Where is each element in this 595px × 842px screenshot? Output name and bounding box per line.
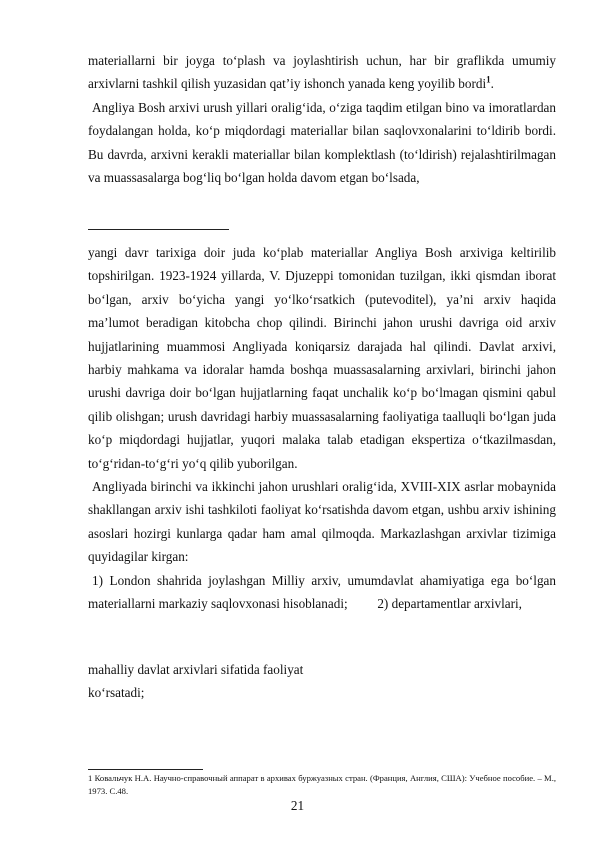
footnote-reference[interactable]: 1 bbox=[486, 75, 491, 86]
paragraph-new-era-materials: yangi davr tarixiga doir juda ko‘plab materiallar Angliya Bosh arxiviga keltirilib topshirilgan. 1923-1924 yillarda, V. Djuzeppi tomonidan tuzilgan, ikki qismdan iborat bo‘lgan, arxiv bo‘yicha yangi yo‘lko‘rsatkich (putevoditel), ya’ni arxiv haqida ma’lumot beradigan kitobcha chop qilindi. Birinchi jahon urushi davriga oid arxiv hujjatlarining muammosi Angliyada koniqarsiz darajada hal qilindi. Davlat arxivi, harbiy mahkama va idoralar hamda boshqa muassasalarning arxivlari, birinchi jahon urushi davriga doir bo‘lgan hujjatlarning faqat unchalik ko‘p bo‘lmagan qismini qabul qilib olishgan; urush davridagi harbiy muassasalarning faoliyatiga taalluqli bo‘lgan juda ko‘p miqdordagi hujjatlar, yuqori malaka talab etadigan ekspertiza o‘tkazilmasdan, to‘g‘ridan-to‘g‘ri yo‘q qilib yuborilgan. bbox=[88, 245, 556, 471]
list-item-national-archive: 1) London shahrida joylashgan Milliy arxiv, umumdavlat ahamiyatiga ega bo‘lgan materiallarni markaziy saqlovxonasi hisoblanadi; bbox=[88, 572, 556, 612]
body-text-middle bbox=[88, 241, 556, 616]
paragraph-text: materiallarni bir joyga to‘plash va joylashtirish uchun, har bir graflikda umumiy arxivlarni tashkil qilish yuzasidan qat’iy ishonch yanada keng yoyilib bordi bbox=[88, 53, 556, 92]
paragraph-end-punctuation: . bbox=[490, 76, 494, 92]
page-number: 21 bbox=[290, 798, 305, 813]
paragraph-closing: ko‘rsatadi; bbox=[88, 685, 145, 701]
body-text-top bbox=[88, 49, 556, 189]
paragraph-local-archives: mahalliy davlat arxivlari sifatida faoliyat bbox=[88, 662, 304, 677]
list-item-department-archives: 2) departamentlar arxivlari, bbox=[377, 596, 522, 612]
paragraph-angliya-bosh-arxivi: Angliya Bosh arxivi urush yillari oralig‘ida, o‘ziga taqdim etilgan bino va imoratlardan foydalangan holda, ko‘p miqdordagi materiallar bilan saqlovxonalarini to‘ldirib bordi. Bu davrda, arxivni kerakli materiallar bilan komplektlash (to‘ldirish) rejalashtirilmagan va muassasalarga bog‘liq bo‘lgan holda davom etgan bo‘lsada, bbox=[88, 99, 556, 186]
paragraph-national-archive bbox=[88, 569, 556, 616]
body-text-tail bbox=[88, 658, 556, 705]
paragraph-archives-expansion bbox=[88, 49, 556, 96]
paragraph-interwar-organization: Angliyada birinchi va ikkinchi jahon urushlari oralig‘ida, XVIII-XIX asrlar mobaynida shakllangan arxiv ishi tashkiloti faoliyat ko‘rsatishda davom etgan, ushbu arxiv ishining asoslari hozirgi kunlarga qadar ham amal qilmoqda. Markazlashgan arxivlar tizimiga quyidagilar kirgan: bbox=[88, 479, 556, 565]
footnote-text: 1 Ковальчук Н.А. Научно-справочный аппарат в архивах буржуазных стран. (Франция, Англия, США): Учебное пособие. – М., 1973. С.48. bbox=[88, 773, 556, 796]
footnote-divider bbox=[88, 769, 203, 770]
section-divider bbox=[88, 229, 229, 230]
